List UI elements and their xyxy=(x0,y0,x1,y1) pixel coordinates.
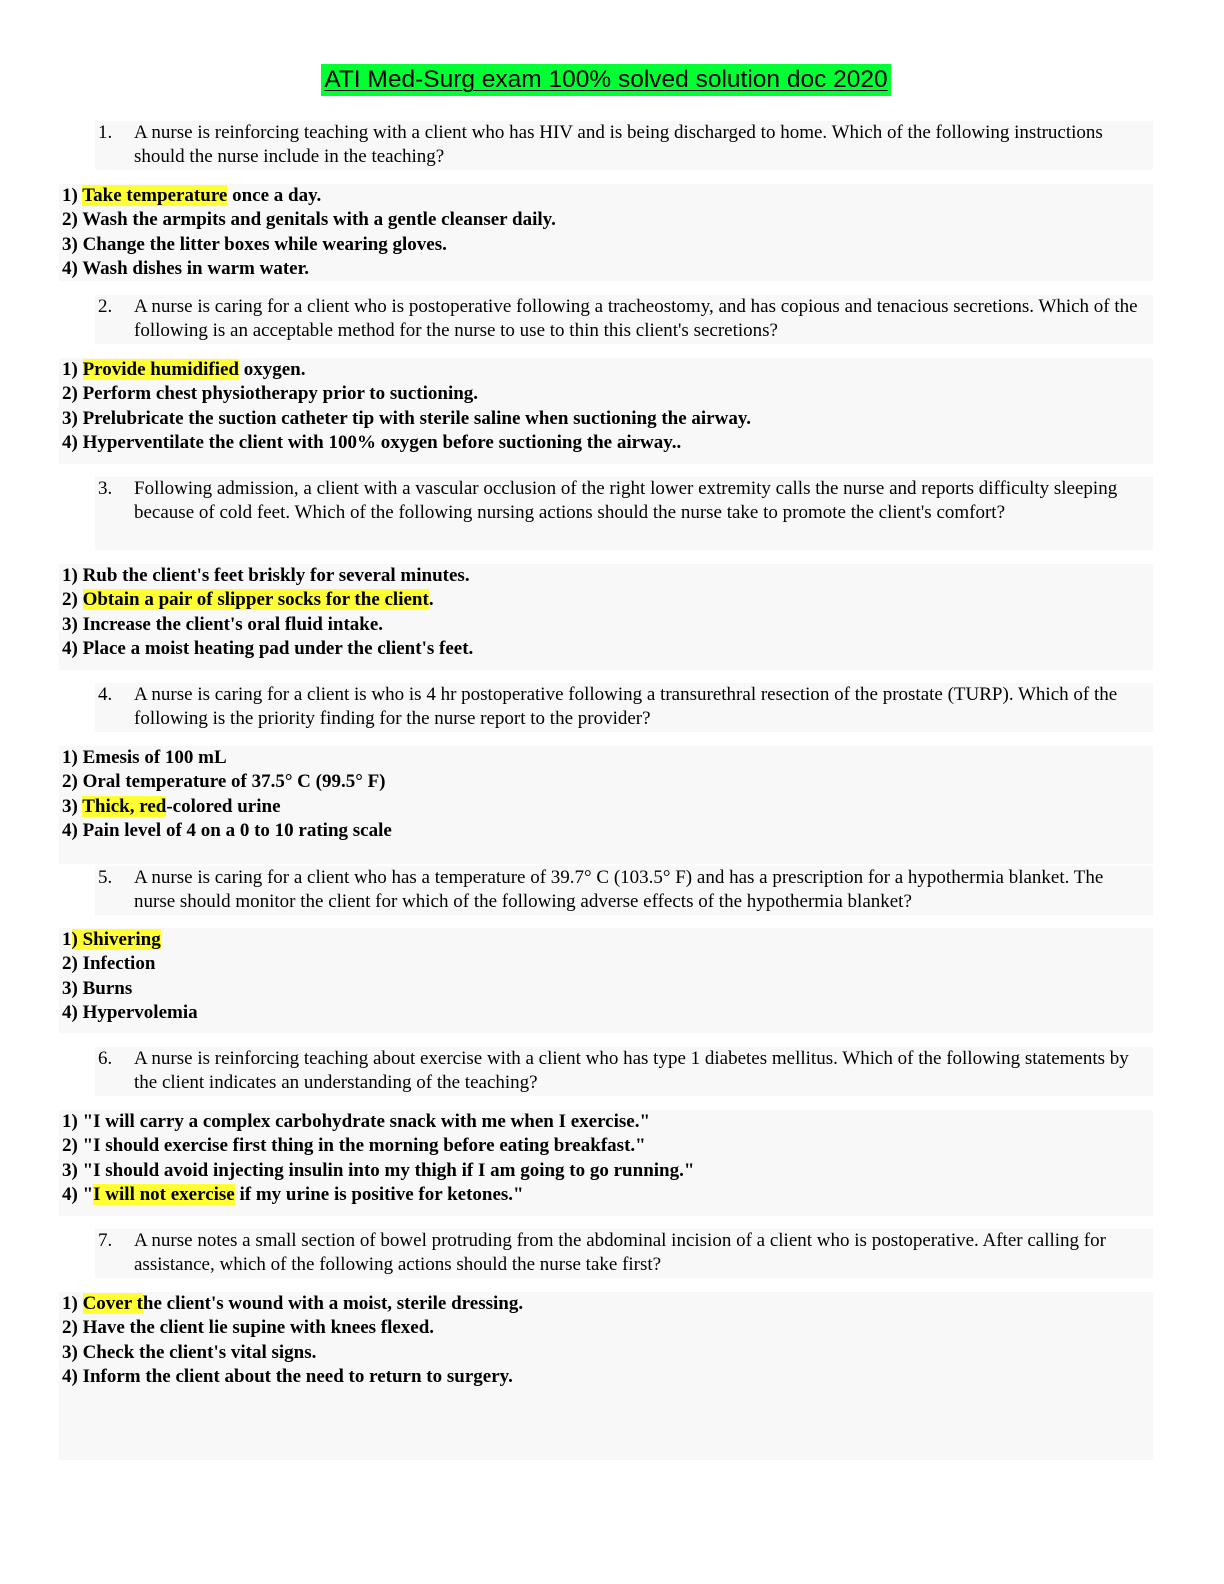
answer-option: 3) Check the client's vital signs. xyxy=(62,1341,317,1363)
answer-option: 4) Place a moist heating pad under the client's feet. xyxy=(62,637,474,659)
answer-option: 4) Hyperventilate the client with 100% oxygen before suctioning the airway.. xyxy=(62,431,682,453)
answer-highlight: Thick, red xyxy=(82,795,167,817)
answer-option: 1) Provide humidified oxygen. xyxy=(62,359,306,380)
question-text: A nurse is reinforcing teaching with a client who has HIV and is being discharged to home. Which of the following instructions should the nurse include in the teaching? xyxy=(134,122,1103,167)
question-3 xyxy=(95,477,1153,550)
answer-options-6 xyxy=(59,1110,1153,1216)
question-6 xyxy=(95,1047,1153,1096)
answer-highlight: Provide humidified xyxy=(82,359,239,380)
question-number: 4. xyxy=(98,684,113,705)
question-text: A nurse is caring for a client who has a temperature of 39.7° C (103.5° F) and has a prescription for a hypothermia blanket. The nurse should monitor the client for which of the following adverse effects of the hypothermia blanket? xyxy=(134,867,1104,912)
answer-option: 3) Prelubricate the suction catheter tip with sterile saline when suctioning the airway. xyxy=(62,407,752,429)
question-number: 2. xyxy=(98,296,113,317)
question-7 xyxy=(95,1229,1153,1278)
answer-highlight: ) Shivering xyxy=(71,929,161,950)
answer-option: 2) "I should exercise first thing in the morning before eating breakfast." xyxy=(62,1135,646,1157)
question-2 xyxy=(95,295,1153,344)
answer-option: 2) Infection xyxy=(62,953,156,975)
question-5 xyxy=(95,866,1153,915)
answer-option: 2) Have the client lie supine with knees flexed. xyxy=(62,1317,435,1339)
answer-option: 3) Change the litter boxes while wearing gloves. xyxy=(62,233,447,255)
answer-option: 2) Perform chest physiotherapy prior to suctioning. xyxy=(62,383,479,405)
question-text: A nurse is reinforcing teaching about exercise with a client who has type 1 diabetes mellitus. Which of the following statements by the client indicates an understanding of the teaching? xyxy=(134,1048,1129,1093)
answer-option: 1) "I will carry a complex carbohydrate snack with me when I exercise." xyxy=(62,1111,651,1132)
answer-options-3 xyxy=(59,564,1153,670)
answer-option: 4) Wash dishes in warm water. xyxy=(62,257,310,279)
answer-option: 1) Emesis of 100 mL xyxy=(62,747,227,768)
answer-highlight: I will not exercise xyxy=(93,1183,235,1205)
answer-highlight: Take temperature xyxy=(82,185,228,206)
answer-options-1 xyxy=(59,184,1153,281)
answer-option: 1) Cover the client's wound with a moist, sterile dressing. xyxy=(62,1293,524,1314)
answer-highlight: Cover t xyxy=(82,1293,143,1314)
answer-option: 1) Rub the client's feet briskly for several minutes. xyxy=(62,565,470,586)
answer-options-2 xyxy=(59,358,1153,464)
question-number: 5. xyxy=(98,867,113,888)
answer-option: 3) Increase the client's oral fluid intake. xyxy=(62,613,384,635)
question-number: 1. xyxy=(98,122,113,143)
question-4 xyxy=(95,683,1153,732)
answer-option: 4) Pain level of 4 on a 0 to 10 rating scale xyxy=(62,819,392,841)
answer-option: 3) Burns xyxy=(62,977,133,999)
answer-option: 4) "I will not exercise if my urine is positive for ketones." xyxy=(62,1183,524,1205)
answer-option: 3) "I should avoid injecting insulin into my thigh if I am going to go running." xyxy=(62,1159,695,1181)
answer-highlight: Obtain a pair of slipper socks for the client xyxy=(82,589,429,611)
question-text: A nurse is caring for a client who is postoperative following a tracheostomy, and has copious and tenacious secretions. Which of the following is an acceptable method for the nurse to use to thin this client's secretions? xyxy=(134,296,1138,341)
question-number: 6. xyxy=(98,1048,113,1069)
answer-option: 4) Inform the client about the need to return to surgery. xyxy=(62,1365,513,1387)
question-number: 3. xyxy=(98,478,113,499)
document-title: ATI Med-Surg exam 100% solved solution doc 2020 xyxy=(321,64,891,96)
question-text: Following admission, a client with a vascular occlusion of the right lower extremity calls the nurse and reports difficulty sleeping because of cold feet. Which of the following nursing actions should the nurse take to promote the client's comfort? xyxy=(134,478,1118,523)
answer-options-4 xyxy=(59,746,1153,864)
question-text: A nurse notes a small section of bowel protruding from the abdominal incision of a client who is postoperative. After calling for assistance, which of the following actions should the nurse take first? xyxy=(134,1230,1106,1275)
answer-option: 1) Take temperature once a day. xyxy=(62,185,322,206)
answer-option: 4) Hypervolemia xyxy=(62,1001,198,1023)
answer-option: 2) Obtain a pair of slipper socks for the client. xyxy=(62,589,434,611)
question-1 xyxy=(95,121,1153,170)
answer-option: 2) Oral temperature of 37.5° C (99.5° F) xyxy=(62,771,386,793)
answer-option: 2) Wash the armpits and genitals with a gentle cleanser daily. xyxy=(62,209,556,231)
answer-option: 3) Thick, red-colored urine xyxy=(62,795,281,817)
answer-option: 1) Shivering xyxy=(62,929,161,950)
answer-options-5 xyxy=(59,928,1153,1033)
answer-options-7 xyxy=(59,1292,1153,1460)
question-number: 7. xyxy=(98,1230,113,1251)
question-text: A nurse is caring for a client is who is 4 hr postoperative following a transurethral resection of the prostate (TURP). Which of the following is the priority finding for the nurse report to the provider? xyxy=(134,684,1118,729)
